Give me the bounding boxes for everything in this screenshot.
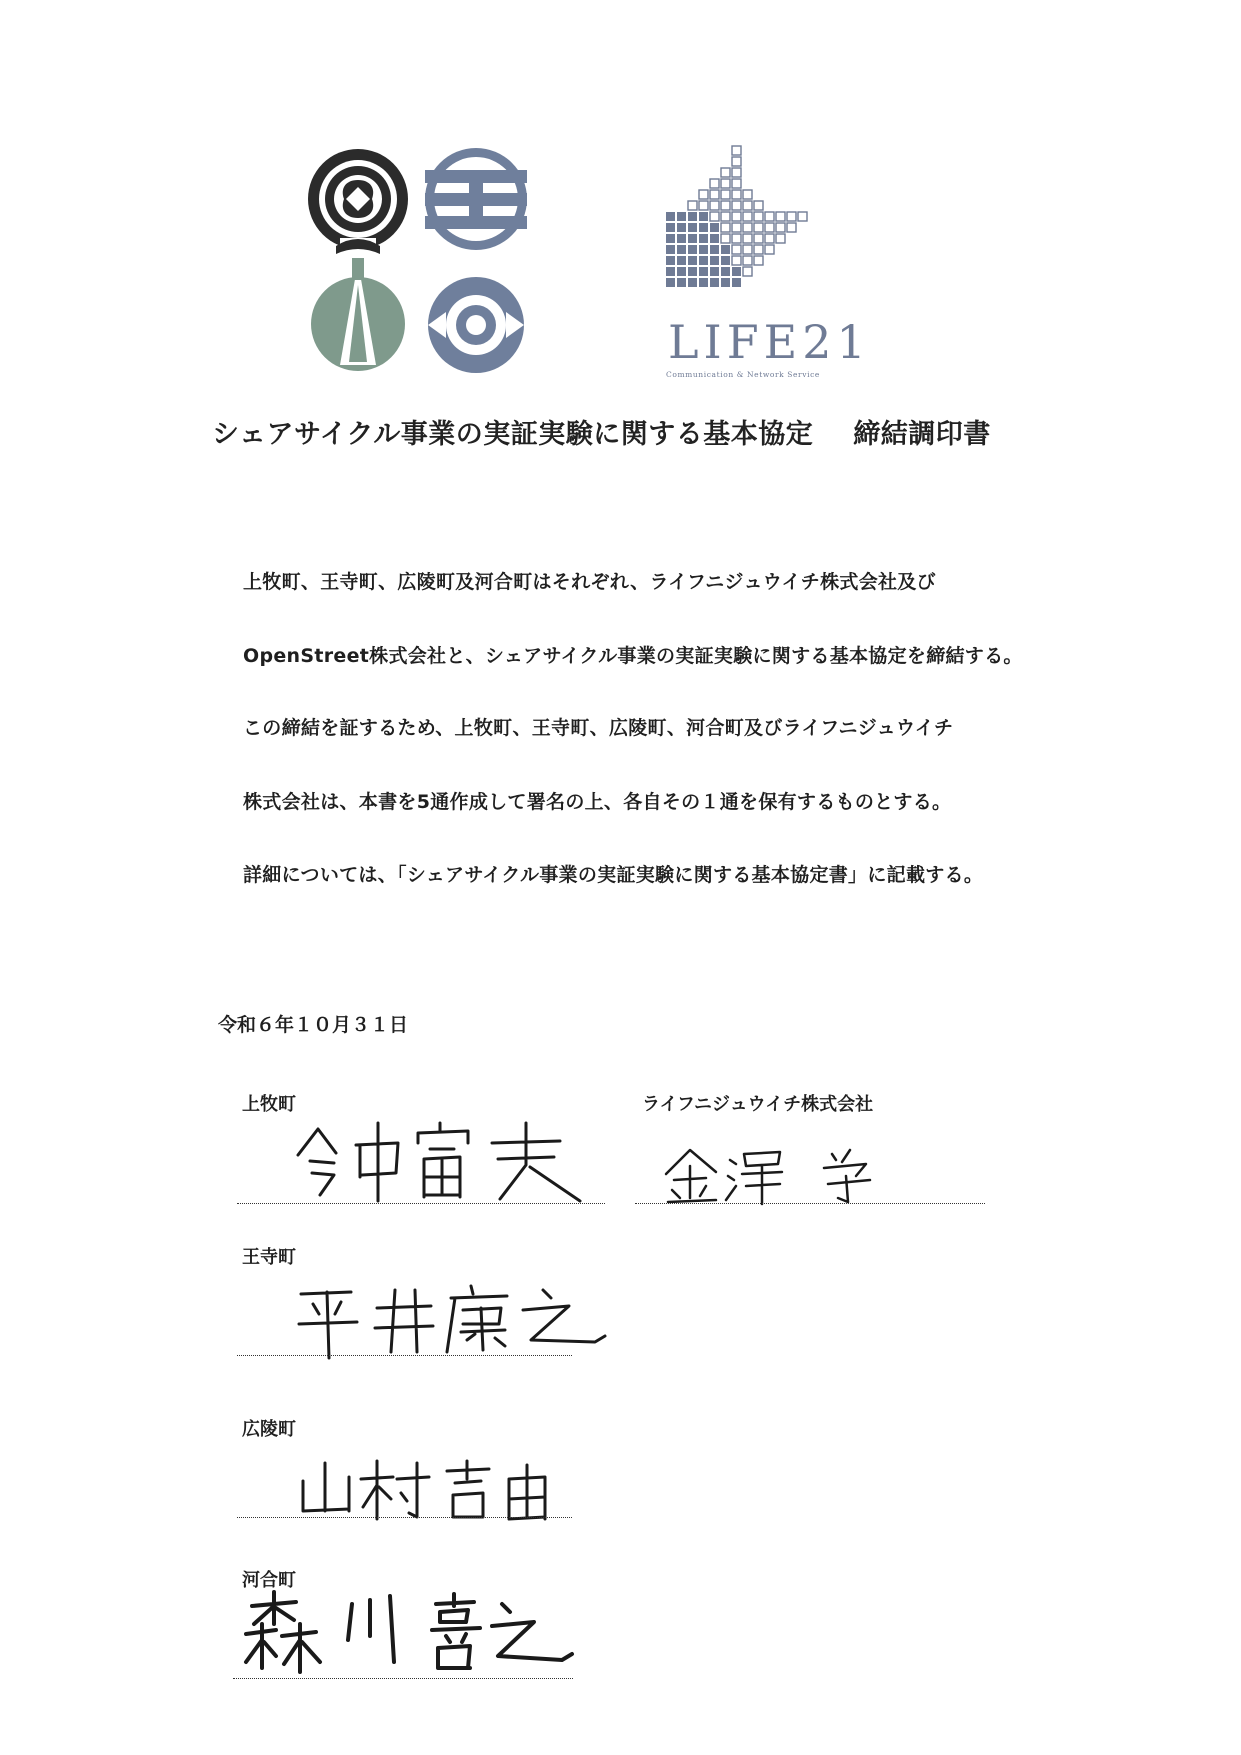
body-line-2: OpenStreet株式会社と、シェアサイクル事業の実証実験に関する基本協定を締結する。 (243, 645, 1023, 667)
signature-kanmaki (290, 1115, 590, 1205)
life21-grid-cell (710, 201, 719, 210)
document-title (212, 412, 991, 451)
life21-grid-cell (677, 256, 686, 265)
life21-grid-cell (677, 245, 686, 254)
signatory-label-life21: ライフニジュウイチ株式会社 (642, 1094, 874, 1115)
date: 令和６年１０月３１日 (218, 1014, 409, 1036)
life21-grid-cell (710, 179, 719, 188)
title-main: シェアサイクル事業の実証実験に関する基本協定 (212, 419, 814, 450)
life21-grid-cell (765, 234, 774, 243)
life21-grid-cell (677, 278, 686, 287)
life21-grid-cell (732, 179, 741, 188)
life21-grid-cell (666, 234, 675, 243)
signature-line-life21 (635, 1203, 985, 1204)
life21-grid-cell (787, 212, 796, 221)
signature-line-kawai (233, 1678, 573, 1679)
signature-life21 (660, 1140, 900, 1210)
life21-grid-cell (732, 223, 741, 232)
body-line-4: 株式会社は、本書を5通作成して署名の上、各自その１通を保有するものとする。 (243, 791, 952, 813)
life21-grid-cell (688, 278, 697, 287)
logo-area (0, 0, 1241, 400)
life21-grid-cell (677, 223, 686, 232)
body-line-1: 上牧町、王寺町、広陵町及河合町はそれぞれ、ライフニジュウイチ株式会社及び (243, 571, 936, 593)
emblems-svg (0, 0, 1241, 400)
life21-grid-cell (721, 234, 730, 243)
life21-grid-cell (699, 223, 708, 232)
life21-grid-cell (677, 212, 686, 221)
life21-grid-cell (666, 245, 675, 254)
life21-grid-cell (688, 245, 697, 254)
life21-grid-cell (699, 245, 708, 254)
life21-grid-cell (732, 201, 741, 210)
life21-grid-cell (688, 223, 697, 232)
life21-grid-cell (754, 256, 763, 265)
life21-grid-cell (699, 278, 708, 287)
life21-grid-cell (710, 223, 719, 232)
life21-grid-cell (787, 223, 796, 232)
life21-grid-cell (743, 267, 752, 276)
life21-grid-cell (732, 168, 741, 177)
signature-line-oji (237, 1355, 572, 1356)
life21-grid-cell (699, 201, 708, 210)
kanmaki-emblem-icon (308, 149, 408, 256)
life21-grid-cell (754, 223, 763, 232)
life21-grid-cell (732, 234, 741, 243)
life21-grid-cell (732, 256, 741, 265)
brand-tagline: Communication & Network Service (666, 370, 820, 379)
life21-grid-cell (666, 212, 675, 221)
life21-grid-cell (677, 267, 686, 276)
life21-grid-cell (732, 146, 741, 155)
life21-grid-cell (743, 201, 752, 210)
life21-grid-cell (743, 234, 752, 243)
body-line-3: この締結を証するため、上牧町、王寺町、広陵町、河合町及びライフニジュウイチ (243, 717, 954, 739)
life21-grid-cell (677, 234, 686, 243)
life21-grid-cell (721, 201, 730, 210)
signature-line-kanmaki (237, 1203, 605, 1204)
signatory-label-oji: 王寺町 (242, 1247, 296, 1268)
life21-grid-cell (732, 157, 741, 166)
life21-grid-cell (710, 278, 719, 287)
life21-grid-cell (798, 212, 807, 221)
life21-grid-cell (710, 190, 719, 199)
signature-line-koryo (237, 1517, 572, 1518)
life21-grid-cell (699, 234, 708, 243)
life21-grid-cell (732, 212, 741, 221)
life21-grid-cell (688, 267, 697, 276)
life21-grid-cell (666, 256, 675, 265)
life21-grid-cell (666, 278, 675, 287)
life21-grid-cell (743, 245, 752, 254)
life21-grid-cell (743, 212, 752, 221)
life21-grid-cell (721, 223, 730, 232)
koryo-emblem-icon (311, 258, 405, 371)
title-suffix: 締結調印書 (853, 419, 991, 450)
life21-grid-cell (699, 256, 708, 265)
signatory-label-kawai: 河合町 (242, 1570, 296, 1591)
life21-grid-cell (721, 190, 730, 199)
life21-grid-cell (688, 234, 697, 243)
signature-oji (295, 1280, 615, 1360)
life21-grid-cell (721, 179, 730, 188)
life21-grid-cell (765, 245, 774, 254)
signature-kawai (240, 1590, 590, 1680)
life21-grid-cell (721, 245, 730, 254)
life21-grid-cell (699, 212, 708, 221)
life21-grid-cell (710, 212, 719, 221)
life21-grid-cell (732, 278, 741, 287)
life21-grid-cell (721, 267, 730, 276)
life21-grid-cell (754, 201, 763, 210)
life21-grid-cell (721, 212, 730, 221)
life21-grid-cell (743, 190, 752, 199)
life21-grid-cell (666, 223, 675, 232)
life21-grid-cell (710, 267, 719, 276)
life21-grid-cell (688, 201, 697, 210)
life21-grid-cell (666, 267, 675, 276)
life21-grid-cell (732, 245, 741, 254)
body-line-5: 詳細については、「シェアサイクル事業の実証実験に関する基本協定書」に記載する。 (243, 864, 984, 886)
kawai-emblem-icon (428, 277, 524, 373)
life21-grid-cell (754, 234, 763, 243)
life21-grid-cell (710, 256, 719, 265)
life21-grid-cell (721, 168, 730, 177)
oji-emblem-icon (425, 148, 527, 250)
life21-grid-cell (776, 212, 785, 221)
life21-grid-cell (699, 267, 708, 276)
life21-grid-cell (710, 234, 719, 243)
life21-grid-cell (754, 212, 763, 221)
life21-logo-icon (666, 146, 807, 287)
life21-grid-cell (776, 234, 785, 243)
life21-grid-cell (710, 245, 719, 254)
life21-grid-cell (743, 256, 752, 265)
brand-name: LIFE21 (668, 315, 871, 369)
life21-grid-cell (688, 256, 697, 265)
life21-grid-cell (743, 223, 752, 232)
signatory-label-koryo: 広陵町 (242, 1419, 296, 1440)
life21-grid-cell (754, 245, 763, 254)
life21-grid-cell (732, 190, 741, 199)
life21-grid-cell (688, 212, 697, 221)
life21-grid-cell (776, 223, 785, 232)
signatory-label-kanmaki: 上牧町 (242, 1094, 296, 1115)
life21-grid-cell (765, 212, 774, 221)
life21-grid-cell (699, 190, 708, 199)
life21-grid-cell (765, 223, 774, 232)
life21-grid-cell (732, 267, 741, 276)
life21-grid-cell (721, 256, 730, 265)
life21-grid-cell (721, 278, 730, 287)
signature-koryo (295, 1455, 575, 1525)
